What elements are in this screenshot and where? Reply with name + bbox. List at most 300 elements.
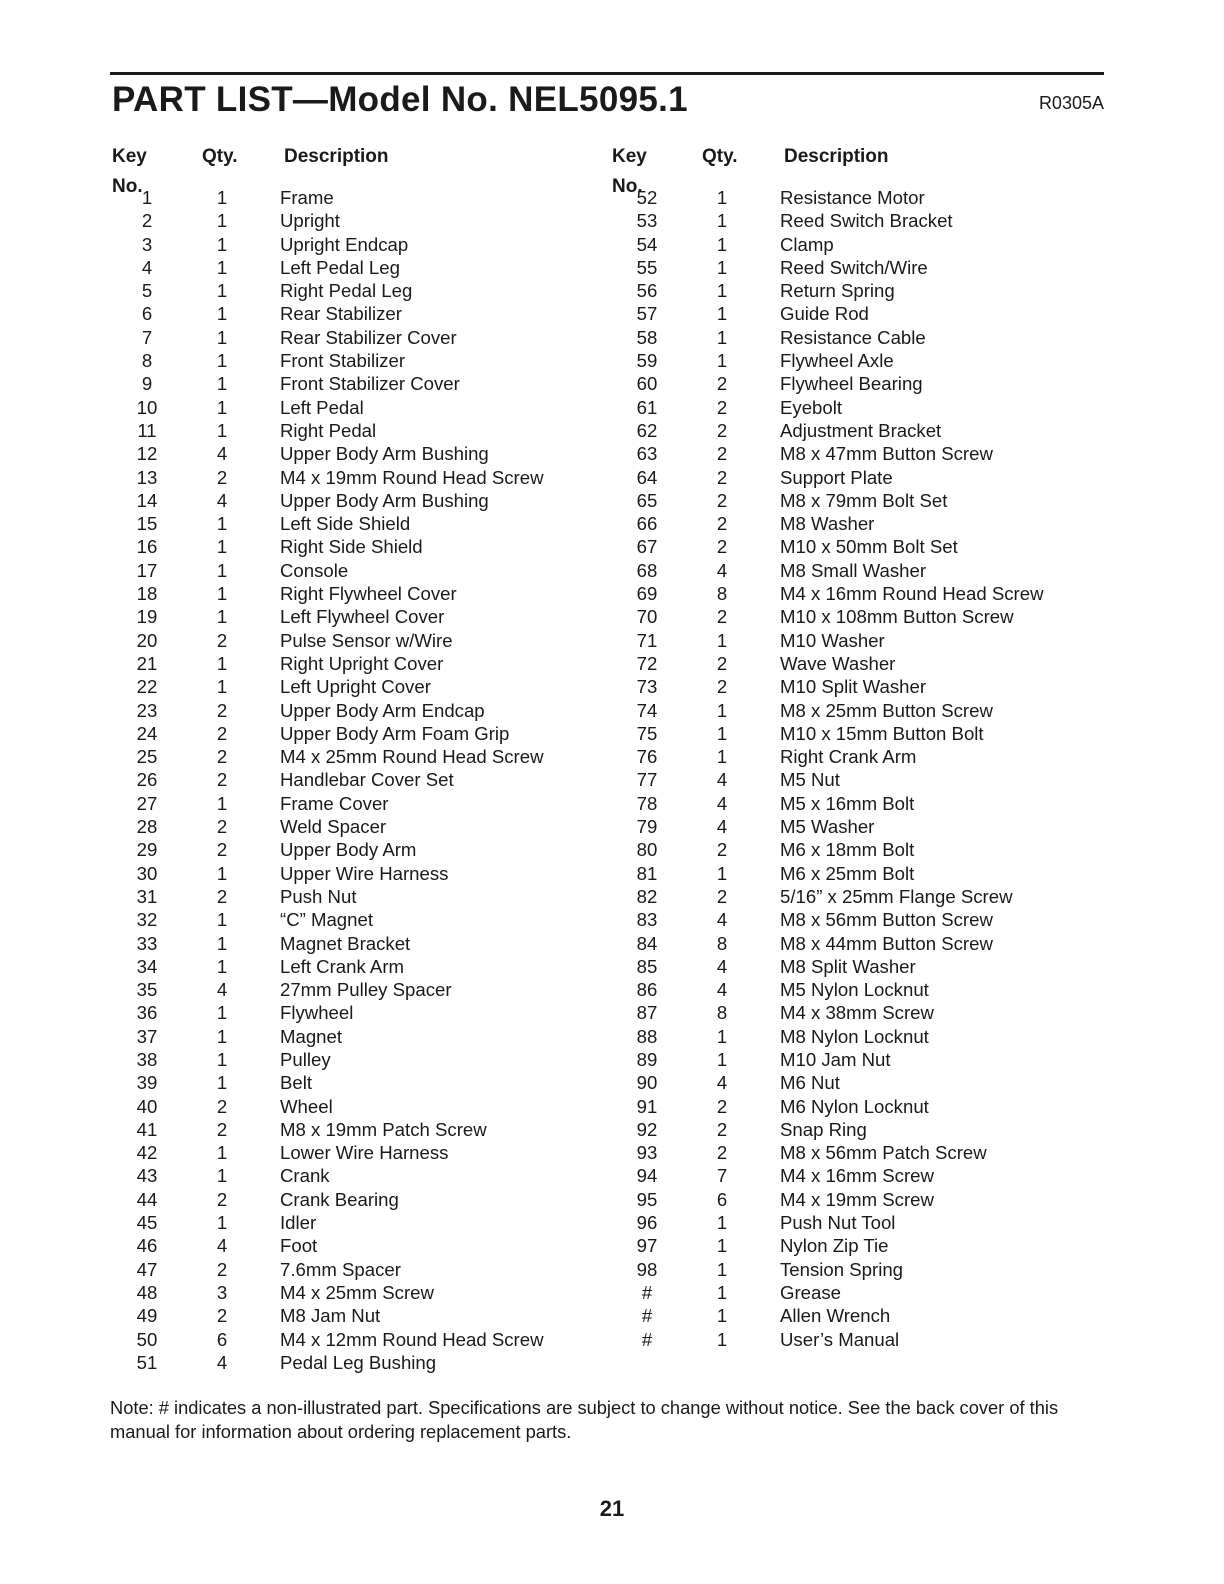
part-row [112, 512, 604, 535]
part-qty: 8 [716, 932, 728, 954]
part-key-no: 62 [636, 419, 658, 441]
part-description: Upper Body Arm Endcap [280, 699, 485, 721]
part-key-no: 89 [636, 1048, 658, 1070]
part-key-no: 51 [136, 1351, 158, 1373]
part-qty: 1 [216, 1025, 228, 1047]
part-key-no: 63 [636, 443, 658, 465]
part-qty: 2 [216, 1305, 228, 1327]
part-row [612, 838, 1104, 861]
part-qty: 1 [216, 280, 228, 302]
part-key-no: 7 [141, 326, 153, 348]
part-key-no: 80 [636, 839, 658, 861]
part-key-no: 82 [636, 885, 658, 907]
part-key-no: 72 [636, 652, 658, 674]
part-qty: 1 [716, 1235, 728, 1257]
part-qty: 1 [216, 1165, 228, 1187]
part-row [112, 1281, 604, 1304]
part-qty: 2 [716, 443, 728, 465]
part-key-no: 69 [636, 583, 658, 605]
part-row [612, 978, 1104, 1001]
part-row [112, 1304, 604, 1327]
part-description: Left Crank Arm [280, 955, 405, 977]
part-qty: 2 [216, 466, 228, 488]
part-key-no: 50 [136, 1328, 158, 1350]
part-description: 27mm Pulley Spacer [280, 979, 452, 1001]
part-description: Upper Body Arm [280, 839, 417, 861]
part-description: Upright [280, 210, 340, 232]
part-description: Eyebolt [780, 396, 843, 418]
part-description: M5 Nylon Locknut [780, 979, 929, 1001]
part-row [612, 186, 1104, 209]
part-row [112, 978, 604, 1001]
part-qty: 6 [716, 1188, 728, 1210]
part-row [612, 489, 1104, 512]
part-key-no: 6 [141, 303, 153, 325]
part-qty: 8 [716, 1002, 728, 1024]
part-description: Upper Wire Harness [280, 862, 449, 884]
part-qty: 1 [716, 303, 728, 325]
part-description: Grease [780, 1281, 841, 1303]
part-row [112, 279, 604, 302]
part-qty: 2 [216, 1095, 228, 1117]
part-row [112, 815, 604, 838]
footnote: Note: # indicates a non-illustrated part. Specifications are subject to change without notice. See the back cover of this manual for information about ordering replacement parts. [110, 1397, 1059, 1442]
part-row [612, 605, 1104, 628]
part-description: Resistance Cable [780, 326, 926, 348]
part-row [112, 302, 604, 325]
part-qty: 2 [716, 396, 728, 418]
part-description: M8 x 25mm Button Screw [780, 699, 993, 721]
part-qty: 1 [716, 1281, 728, 1303]
part-qty: 1 [216, 676, 228, 698]
part-key-no: 40 [136, 1095, 158, 1117]
part-row [112, 1211, 604, 1234]
part-key-no: # [641, 1281, 653, 1303]
part-description: M8 x 19mm Patch Screw [280, 1118, 487, 1140]
part-key-no: 14 [136, 489, 158, 511]
part-row [112, 1351, 604, 1374]
part-row [612, 466, 1104, 489]
part-description: Reed Switch Bracket [780, 210, 953, 232]
part-qty: 2 [216, 629, 228, 651]
part-description: Upper Body Arm Bushing [280, 443, 489, 465]
part-key-no: 83 [636, 909, 658, 931]
part-description: 5/16” x 25mm Flange Screw [780, 885, 1013, 907]
part-description: M10 Jam Nut [780, 1048, 891, 1070]
part-row [112, 372, 604, 395]
part-description: Resistance Motor [780, 187, 925, 208]
column-headers [612, 142, 1104, 197]
part-qty: 2 [216, 885, 228, 907]
part-key-no: 29 [136, 839, 158, 861]
part-qty: 4 [716, 955, 728, 977]
part-key-no: 9 [141, 373, 153, 395]
header-key-no: Key No. [612, 146, 647, 197]
part-key-no: 11 [137, 419, 157, 441]
part-description: User’s Manual [780, 1328, 900, 1350]
part-row [612, 512, 1104, 535]
part-key-no: 86 [636, 979, 658, 1001]
part-description: Frame Cover [280, 792, 389, 814]
part-row [612, 908, 1104, 931]
part-description: Crank [280, 1165, 330, 1187]
part-description: Left Flywheel Cover [280, 606, 445, 628]
part-key-no: 60 [636, 373, 658, 395]
part-qty: 1 [216, 233, 228, 255]
part-row [112, 768, 604, 791]
part-row [612, 256, 1104, 279]
part-row [112, 233, 604, 256]
part-key-no: 76 [636, 746, 658, 768]
part-qty: 2 [716, 1118, 728, 1140]
part-description: Weld Spacer [280, 816, 387, 838]
part-qty: 4 [716, 792, 728, 814]
part-key-no: 73 [636, 676, 658, 698]
part-row [612, 1328, 1104, 1351]
part-key-no: 30 [136, 862, 158, 884]
header-qty: Qty. [702, 146, 738, 167]
part-description: M8 Nylon Locknut [780, 1025, 929, 1047]
part-description: Push Nut Tool [780, 1212, 896, 1234]
part-qty: 4 [716, 816, 728, 838]
part-description: Upper Body Arm Foam Grip [280, 722, 510, 744]
part-key-no: 17 [136, 559, 158, 581]
part-qty: 1 [216, 326, 228, 348]
part-qty: 1 [216, 350, 228, 372]
part-key-no: 32 [136, 909, 158, 931]
part-description: Left Upright Cover [280, 676, 431, 698]
part-row [612, 699, 1104, 722]
part-qty: 1 [216, 1048, 228, 1070]
part-row [612, 768, 1104, 791]
part-row [612, 1095, 1104, 1118]
part-qty: 2 [216, 1188, 228, 1210]
part-qty: 1 [216, 583, 228, 605]
part-description: Front Stabilizer [280, 350, 406, 372]
part-row [612, 1304, 1104, 1327]
part-row [612, 233, 1104, 256]
part-description: M6 Nut [780, 1072, 840, 1094]
part-row [612, 326, 1104, 349]
part-qty: 4 [216, 1235, 228, 1257]
part-key-no: 3 [141, 233, 153, 255]
part-description: Handlebar Cover Set [280, 769, 454, 791]
part-row [112, 466, 604, 489]
part-row [112, 1118, 604, 1141]
part-key-no: 95 [636, 1188, 658, 1210]
part-description: Push Nut [280, 885, 357, 907]
part-key-no: # [641, 1305, 653, 1327]
part-qty: 1 [716, 629, 728, 651]
part-row [112, 675, 604, 698]
part-key-no: 19 [136, 606, 158, 628]
part-qty: 4 [716, 559, 728, 581]
part-description: Nylon Zip Tie [780, 1235, 889, 1257]
part-qty: 1 [216, 536, 228, 558]
part-key-no: 91 [636, 1095, 658, 1117]
part-row [612, 885, 1104, 908]
part-description: M8 Small Washer [780, 559, 927, 581]
part-description: M5 x 16mm Bolt [780, 792, 915, 814]
part-qty: 1 [216, 955, 228, 977]
part-qty: 1 [716, 1328, 728, 1350]
part-key-no: 10 [136, 396, 158, 418]
part-key-no: 48 [136, 1281, 158, 1303]
part-row [612, 1164, 1104, 1187]
part-key-no: 56 [636, 280, 658, 302]
part-row [112, 629, 604, 652]
part-row [612, 209, 1104, 232]
part-description: Pulse Sensor w/Wire [280, 629, 453, 651]
part-qty: 2 [716, 419, 728, 441]
part-key-no: 21 [136, 652, 158, 674]
part-qty: 2 [716, 466, 728, 488]
part-description: Crank Bearing [280, 1188, 399, 1210]
part-row [612, 1048, 1104, 1071]
part-row [112, 349, 604, 372]
part-description: Right Side Shield [280, 536, 423, 558]
part-description: M8 Jam Nut [280, 1305, 381, 1327]
part-qty: 8 [716, 583, 728, 605]
part-key-no: 23 [136, 699, 158, 721]
part-qty: 1 [216, 932, 228, 954]
part-description: M8 x 44mm Button Screw [780, 932, 993, 954]
part-description: M10 x 50mm Bolt Set [780, 536, 958, 558]
part-description: Upright Endcap [280, 233, 409, 255]
part-row [612, 652, 1104, 675]
part-qty: 1 [716, 350, 728, 372]
part-key-no: 71 [636, 629, 658, 651]
part-description: Reed Switch/Wire [780, 256, 928, 278]
parts-column-left [112, 142, 604, 1374]
part-row [112, 792, 604, 815]
part-key-no: 55 [636, 256, 658, 278]
part-row [612, 955, 1104, 978]
part-row [112, 955, 604, 978]
part-qty: 1 [716, 233, 728, 255]
part-row [112, 862, 604, 885]
part-qty: 1 [216, 1002, 228, 1024]
part-qty: 2 [216, 816, 228, 838]
part-key-no: 41 [136, 1118, 158, 1140]
part-qty: 7 [716, 1165, 728, 1187]
part-key-no: 94 [636, 1165, 658, 1187]
part-key-no: 98 [636, 1258, 658, 1280]
header-qty: Qty. [202, 146, 238, 167]
part-key-no: 92 [636, 1118, 658, 1140]
part-description: M8 Washer [780, 513, 875, 535]
part-description: Snap Ring [780, 1118, 867, 1140]
part-row [612, 792, 1104, 815]
part-qty: 4 [216, 489, 228, 511]
part-row [612, 419, 1104, 442]
part-key-no: 81 [636, 862, 658, 884]
part-description: Wave Washer [780, 652, 896, 674]
part-description: Right Pedal [280, 419, 377, 441]
part-description: 7.6mm Spacer [280, 1258, 401, 1280]
part-description: Support Plate [780, 466, 893, 488]
part-key-no: 44 [136, 1188, 158, 1210]
part-qty: 2 [716, 536, 728, 558]
part-key-no: 66 [636, 513, 658, 535]
part-row [112, 652, 604, 675]
part-row [612, 559, 1104, 582]
part-description: M10 Split Washer [780, 676, 927, 698]
part-qty: 4 [716, 769, 728, 791]
part-qty: 1 [716, 210, 728, 232]
part-qty: 1 [216, 1142, 228, 1164]
part-qty: 2 [716, 885, 728, 907]
part-qty: 2 [216, 1118, 228, 1140]
part-qty: 4 [216, 979, 228, 1001]
part-key-no: 2 [141, 210, 153, 232]
part-row [112, 908, 604, 931]
part-key-no: 79 [636, 816, 658, 838]
part-row [612, 582, 1104, 605]
part-description: M4 x 19mm Round Head Screw [280, 466, 544, 488]
part-row [612, 1234, 1104, 1257]
part-qty: 4 [216, 1351, 228, 1373]
part-description: Pulley [280, 1048, 331, 1070]
part-description: Pedal Leg Bushing [280, 1351, 437, 1373]
part-description: M4 x 12mm Round Head Screw [280, 1328, 544, 1350]
part-row [112, 559, 604, 582]
part-description: Right Pedal Leg [280, 280, 413, 302]
part-row [112, 1001, 604, 1024]
part-row [612, 932, 1104, 955]
part-key-no: 70 [636, 606, 658, 628]
part-qty: 2 [716, 373, 728, 395]
part-row [612, 396, 1104, 419]
part-description: Flywheel Bearing [780, 373, 923, 395]
part-key-no: 13 [136, 466, 158, 488]
part-description: Magnet [280, 1025, 343, 1047]
parts-list-left [112, 186, 604, 1374]
part-key-no: 42 [136, 1142, 158, 1164]
part-qty: 1 [216, 606, 228, 628]
part-key-no: 22 [136, 676, 158, 698]
part-qty: 2 [716, 652, 728, 674]
part-key-no: 57 [636, 303, 658, 325]
part-qty: 1 [716, 1212, 728, 1234]
part-description: Frame [280, 187, 334, 208]
part-qty: 2 [716, 1142, 728, 1164]
part-row [112, 256, 604, 279]
part-row [112, 582, 604, 605]
part-row [112, 745, 604, 768]
part-key-no: 52 [636, 187, 658, 208]
part-row [112, 885, 604, 908]
part-key-no: 1 [141, 187, 153, 208]
part-row [112, 1328, 604, 1351]
part-key-no: 85 [636, 955, 658, 977]
part-key-no: 58 [636, 326, 658, 348]
part-qty: 2 [716, 606, 728, 628]
part-key-no: 18 [136, 583, 158, 605]
part-qty: 1 [216, 513, 228, 535]
part-key-no: 31 [136, 885, 158, 907]
part-key-no: 54 [636, 233, 658, 255]
part-qty: 1 [716, 187, 728, 208]
part-key-no: 61 [636, 396, 658, 418]
part-description: M5 Nut [780, 769, 840, 791]
part-key-no: 37 [136, 1025, 158, 1047]
part-description: Front Stabilizer Cover [280, 373, 460, 395]
part-row [612, 302, 1104, 325]
part-key-no: 28 [136, 816, 158, 838]
part-qty: 2 [716, 839, 728, 861]
part-description: M10 Washer [780, 629, 885, 651]
part-key-no: 65 [636, 489, 658, 511]
part-qty: 2 [216, 769, 228, 791]
part-row [612, 1188, 1104, 1211]
part-qty: 1 [216, 210, 228, 232]
part-key-no: 35 [136, 979, 158, 1001]
part-description: M6 x 25mm Bolt [780, 862, 915, 884]
part-description: M8 x 56mm Patch Screw [780, 1142, 987, 1164]
part-key-no: 75 [636, 722, 658, 744]
part-key-no: 34 [136, 955, 158, 977]
part-row [612, 349, 1104, 372]
part-description: Rear Stabilizer Cover [280, 326, 457, 348]
part-row [112, 1234, 604, 1257]
part-description: Console [280, 559, 349, 581]
part-qty: 1 [716, 1025, 728, 1047]
part-row [112, 209, 604, 232]
part-key-no: 87 [636, 1002, 658, 1024]
part-qty: 1 [216, 303, 228, 325]
part-description: Belt [280, 1072, 313, 1094]
part-key-no: 90 [636, 1072, 658, 1094]
part-qty: 1 [216, 256, 228, 278]
part-qty: 1 [716, 699, 728, 721]
part-description: M10 x 15mm Button Bolt [780, 722, 984, 744]
part-row [112, 1048, 604, 1071]
part-row [612, 675, 1104, 698]
column-headers [112, 142, 604, 197]
part-row [612, 1071, 1104, 1094]
part-description: M4 x 16mm Screw [780, 1165, 934, 1187]
part-qty: 2 [216, 746, 228, 768]
part-row [112, 838, 604, 861]
part-row [612, 862, 1104, 885]
part-qty: 1 [216, 909, 228, 931]
part-key-no: 36 [136, 1002, 158, 1024]
part-qty: 6 [216, 1328, 228, 1350]
part-qty: 4 [716, 909, 728, 931]
part-description: Clamp [780, 233, 834, 255]
part-qty: 1 [716, 256, 728, 278]
part-key-no: 49 [136, 1305, 158, 1327]
part-row [112, 419, 604, 442]
part-description: Left Pedal Leg [280, 256, 400, 278]
part-qty: 4 [716, 1072, 728, 1094]
part-key-no: 64 [636, 466, 658, 488]
part-key-no: 26 [136, 769, 158, 791]
part-row [112, 1071, 604, 1094]
title-rule [110, 72, 1104, 75]
part-qty: 1 [216, 396, 228, 418]
part-row [112, 489, 604, 512]
part-qty: 2 [716, 676, 728, 698]
part-row [112, 1141, 604, 1164]
part-key-no: 77 [636, 769, 658, 791]
part-row [112, 1025, 604, 1048]
part-qty: 1 [216, 419, 228, 441]
part-description: Return Spring [780, 280, 895, 302]
part-row [112, 326, 604, 349]
part-row [612, 1025, 1104, 1048]
